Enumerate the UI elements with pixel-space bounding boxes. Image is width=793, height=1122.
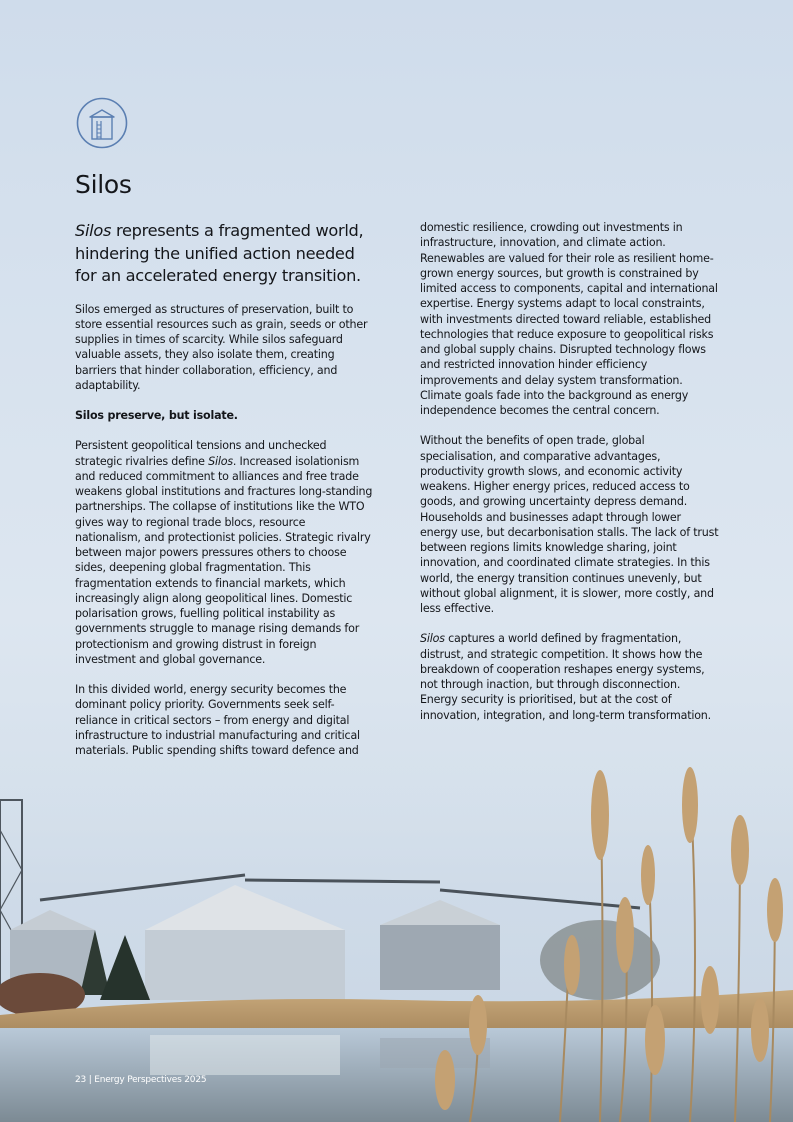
paragraph-conclusion — [420, 631, 720, 723]
page-title: Silos — [75, 170, 132, 199]
footer-separator: | — [86, 1075, 95, 1085]
intro-paragraph — [75, 220, 373, 288]
right-column — [420, 220, 720, 738]
left-column — [75, 220, 373, 773]
page-number: 23 — [75, 1075, 87, 1085]
silo-landscape-photo — [0, 760, 793, 1122]
publication-name: Energy Perspectives 2025 — [94, 1075, 207, 1085]
paragraph-geopolitics-rest: . Increased isolationism and reduced commitment to alliances and free trade weakens global institutions and fractures long-standing partnerships. The collapse of institutions like the WTO gives way to regional trade blocs, resource nationalism, and protectionist policies. Strategic rivalry between major powers pressures others to choose sides, deepening global fragmentation. This fragmentation extends to financial markets, which increasingly align along geopolitical lines. Domestic polarisation grows, fuelling political instability as governments struggle to manage rising demands for protectionism and growing distrust in foreign investment and global governance. — [75, 454, 373, 666]
intro-text: represents a fragmented world, hindering the unified action needed for an accelerated energy transition. — [75, 221, 364, 285]
paragraph-resilience: domestic resilience, crowding out investments in infrastructure, innovation, and climate action. Renewables are valued for their role as resilient home-grown energy sources, but growth is constrained by limited access to components, capital and international expertise. Energy systems adapt to local constraints, with investments directed toward reliable, established technologies that reduce exposure to geopolitical risks and global supply chains. Disrupted technology flows and restricted innovation hinder efficiency improvements and delay system transformation. Climate goals fade into the background as energy independence becomes the central concern. — [420, 221, 718, 417]
paragraph-conclusion-text: captures a world defined by fragmentation, distrust, and strategic competition. It shows how the breakdown of cooperation reshapes energy systems, not through inaction, but through disconnection. Energy security is prioritised, but at the cost of innovation, integration, and long-term transformation. — [420, 632, 711, 722]
subheading: Silos preserve, but isolate. — [75, 409, 238, 422]
paragraph-geopolitics — [75, 438, 373, 667]
paragraph-productivity: Without the benefits of open trade, global specialisation, and comparative advantages, productivity growth slows, and economic activity weakens. Higher energy prices, reduced access to goods, and growing uncertainty depress demand. Households and businesses adapt through lower energy use, but decarbonisation stalls. The lack of trust between regions limits knowledge sharing, joint innovation, and coordinated climate strategies. In this world, the energy transition continues unevenly, but without global alignment, it is slower, more costly, and less effective. — [420, 434, 719, 615]
paragraph-geopolitics-start: Persistent geopolitical tensions and unchecked strategic rivalries define — [75, 439, 327, 468]
paragraph-conclusion-emphasis: Silos — [420, 632, 445, 646]
paragraph-geopolitics-emphasis: Silos — [208, 454, 233, 468]
paragraph-origin: Silos emerged as structures of preservation, built to store essential resources such as grain, seeds or other supplies in times of scarcity. While silos safeguard valuable assets, they also isolate them, creating barriers that hinder collaboration, efficiency, and adaptability. — [75, 302, 368, 392]
intro-emphasis: Silos — [75, 221, 112, 240]
page-footer — [75, 1075, 206, 1085]
silo-icon — [76, 97, 128, 149]
paragraph-security: In this divided world, energy security becomes the dominant policy priority. Governments seek self-reliance in critical sectors – from energy and digital infrastructure to industrial manufacturing and critical materials. Public spending shifts toward defence and — [75, 683, 360, 757]
